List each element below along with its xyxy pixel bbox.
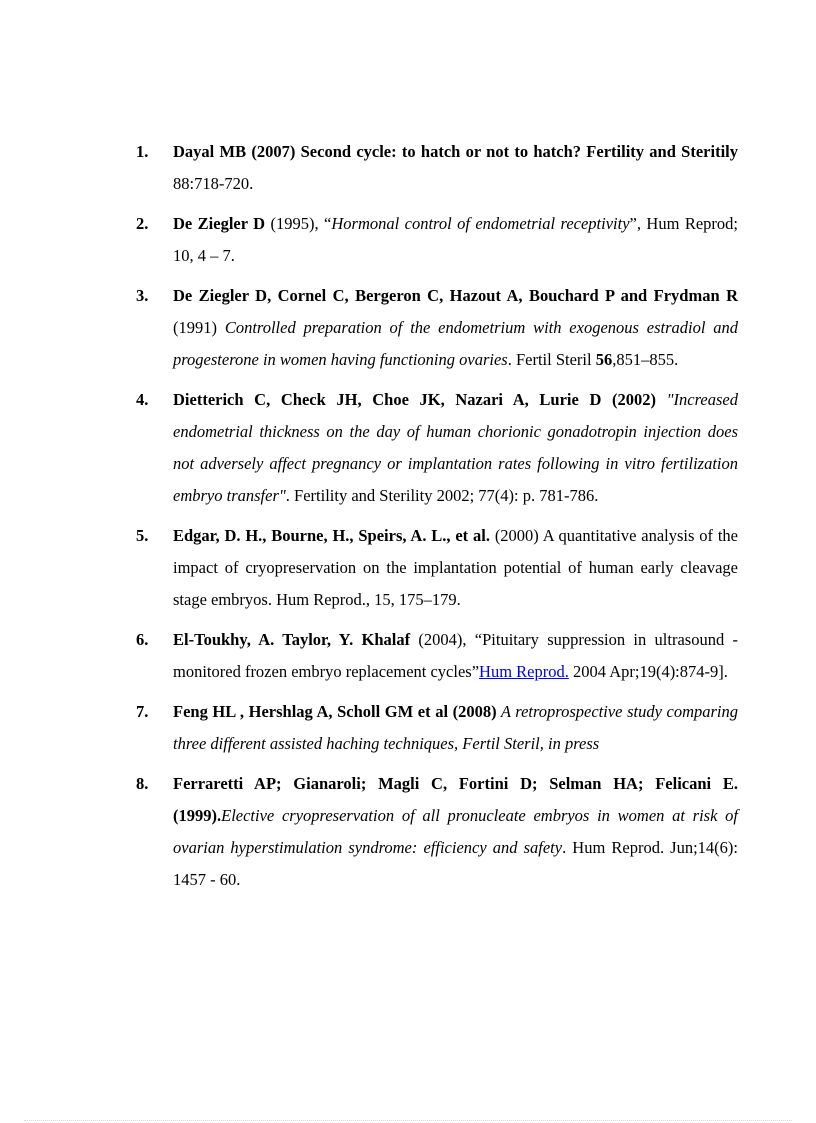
reference-item: [0, 136, 816, 200]
reference-item: [0, 520, 816, 616]
reference-item: [0, 768, 816, 896]
reference-item: [0, 384, 816, 512]
reference-number: 2.: [136, 214, 149, 233]
reference-item: [0, 208, 816, 272]
reference-number: 5.: [136, 526, 149, 545]
reference-number: 6.: [136, 630, 149, 649]
reference-number: 1.: [136, 142, 149, 161]
reference-text: Feng HL , Hershlag A, Scholl GM et al (2008) A retroprospective study comparing three different assisted haching techniques, Fertil Steril, in press: [173, 702, 738, 753]
reference-number: 7.: [136, 702, 149, 721]
reference-list: [0, 136, 816, 904]
reference-number: 3.: [136, 286, 149, 305]
reference-item: [0, 280, 816, 376]
reference-text: El-Toukhy, A. Taylor, Y. Khalaf (2004), “Pituitary suppression in ultrasound - monitored frozen embryo replacement cycles”Hum Reprod. 2004 Apr;19(4):874-9].: [173, 630, 738, 681]
reference-text: De Ziegler D, Cornel C, Bergeron C, Hazout A, Bouchard P and Frydman R (1991) Controlled preparation of the endometrium with exogenous estradiol and progesterone in women having functioning ovaries. Fertil Steril 56,851–855.: [173, 286, 738, 369]
reference-text: De Ziegler D (1995), “Hormonal control of endometrial receptivity”, Hum Reprod; 10, 4 – 7.: [173, 214, 738, 265]
reference-item: [0, 624, 816, 688]
reference-text: Ferraretti AP; Gianaroli; Magli C, Fortini D; Selman HA; Felicani E.(1999).Elective cryopreservation of all pronucleate embryos in women at risk of ovarian hyperstimulation syndrome: efficiency and safety. Hum Reprod. Jun;14(6): 1457 - 60.: [173, 774, 738, 889]
reference-number: 8.: [136, 774, 149, 793]
reference-item: [0, 696, 816, 760]
page-bottom-divider: [24, 1120, 792, 1121]
reference-text: Dayal MB (2007) Second cycle: to hatch or not to hatch? Fertility and Steritily 88:718-720.: [173, 142, 738, 193]
journal-link[interactable]: Hum Reprod.: [479, 662, 569, 681]
reference-number: 4.: [136, 390, 149, 409]
reference-text: Dietterich C, Check JH, Choe JK, Nazari A, Lurie D (2002) "Increased endometrial thickness on the day of human chorionic gonadotropin injection does not adversely affect pregnancy or implantation rates following in vitro fertilization embryo transfer". Fertility and Sterility 2002; 77(4): p. 781-786.: [173, 390, 739, 505]
reference-text: Edgar, D. H., Bourne, H., Speirs, A. L., et al. (2000) A quantitative analysis of the impact of cryopreservation on the implantation potential of human early cleavage stage embryos. Hum Reprod., 15, 175–179.: [173, 526, 739, 609]
